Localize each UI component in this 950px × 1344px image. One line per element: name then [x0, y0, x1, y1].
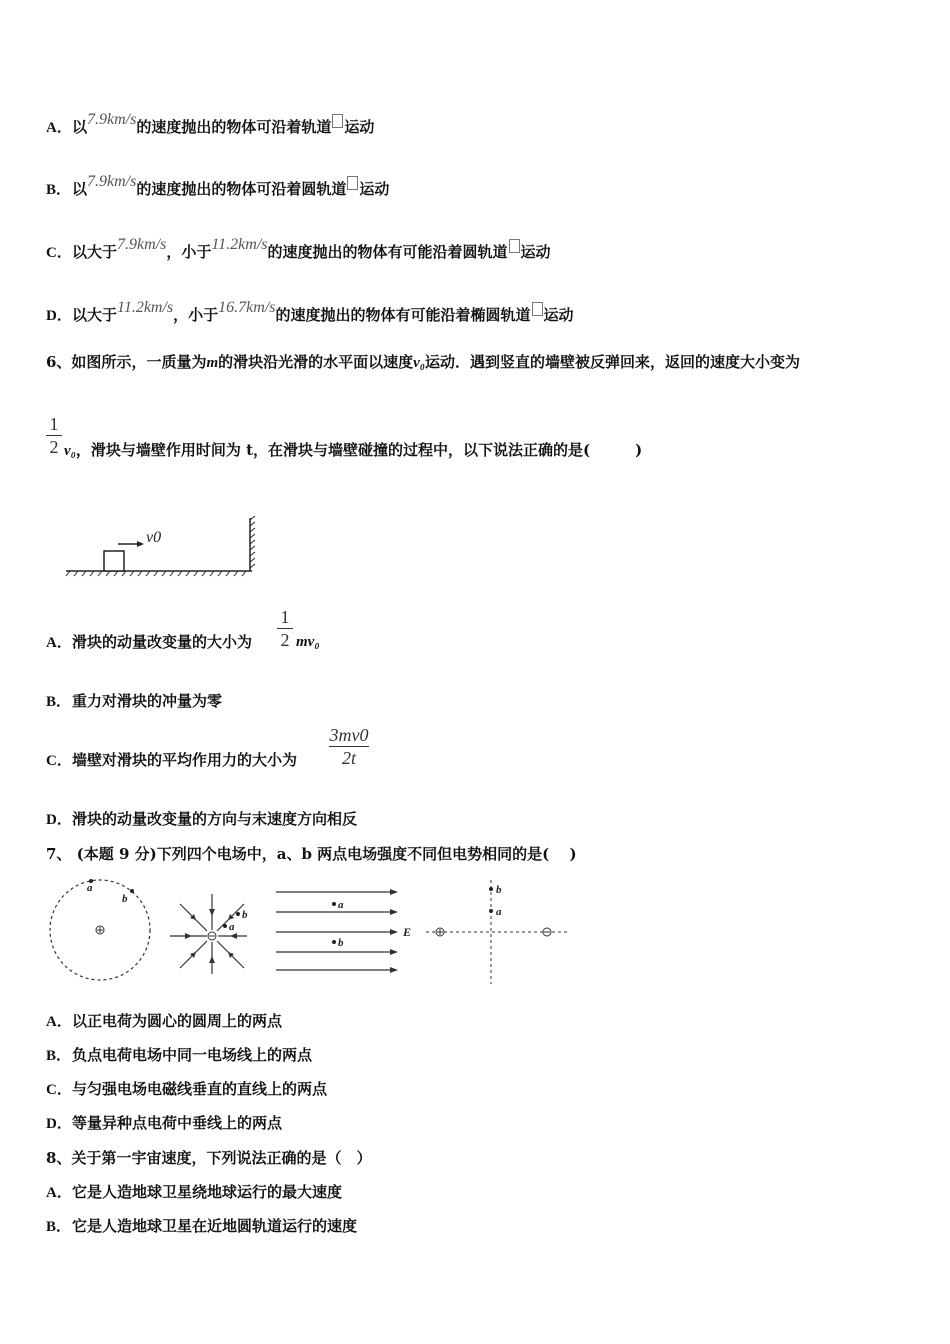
option-text: ，小于: [173, 306, 219, 324]
positive-charge-icon: [96, 926, 104, 934]
option-label: B．: [46, 182, 72, 198]
label-a: a: [496, 906, 502, 918]
q8-stem: 8、关于第一宇宙速度，下列说法正确的是（ ）: [46, 1149, 372, 1167]
fraction-denominator: 2t: [341, 748, 356, 768]
fraction-numerator: 3mv0: [329, 725, 369, 745]
option-label: D．: [46, 308, 72, 324]
q7-option-a: [46, 1011, 282, 1032]
option-label: A．: [46, 635, 72, 651]
point-b: [489, 887, 493, 891]
sliding-block: [104, 551, 124, 571]
option-label: B．: [46, 1219, 72, 1235]
velocity-value: 7.9km/s: [87, 111, 137, 128]
q8-option-a: [46, 1182, 342, 1203]
option-text: 以大于: [72, 243, 118, 261]
velocity-arrowhead: [137, 541, 144, 547]
velocity-value: 16.7km/s: [218, 299, 276, 316]
point-b: [236, 912, 240, 916]
uniform-field-arrowheads: [390, 889, 398, 973]
option-text: 运动: [359, 180, 390, 198]
option-text: 以: [72, 118, 88, 136]
positive-charge-icon: [436, 928, 444, 936]
half-fraction: [277, 606, 293, 651]
option-label: C．: [46, 245, 72, 261]
label-a: a: [338, 899, 344, 911]
block-wall-figure: [60, 510, 260, 580]
option-text: 的速度抛出的物体有可能沿着椭圆轨道: [275, 306, 531, 324]
option-text: 运动: [520, 243, 551, 261]
q6-stem-line2: [64, 440, 642, 461]
q5-option-b: [46, 173, 390, 200]
option-label: B．: [46, 694, 72, 710]
option-label: A．: [46, 1185, 72, 1201]
q7-option-d: [46, 1113, 282, 1134]
point-b: [332, 940, 336, 944]
label-b: b: [496, 884, 502, 896]
stem-text: ，滑块与墙壁作用时间为 t，在滑块与墙壁碰撞的过程中，以下说法正确的是( ): [75, 441, 643, 459]
force-fraction: [329, 724, 369, 769]
stem-text: 的滑块沿光滑的水平面以速度: [218, 353, 414, 371]
option-label: B．: [46, 1048, 72, 1064]
label-b: b: [242, 909, 248, 921]
option-text: ，小于: [166, 243, 212, 261]
velocity-value: 7.9km/s: [117, 236, 167, 253]
option-text: 与匀强电场电磁线垂直的直线上的两点: [72, 1080, 328, 1098]
label-a: a: [87, 882, 93, 894]
fraction-numerator: 1: [49, 414, 59, 434]
velocity-symbol: v₀: [413, 355, 426, 371]
option-text: 以大于: [72, 306, 118, 324]
option-text: 墙壁对滑块的平均作用力的大小为: [72, 751, 298, 769]
q5-option-d: [46, 299, 574, 326]
option-text: 的速度抛出的物体可沿着轨道: [136, 118, 332, 136]
option-text: 重力对滑块的冲量为零: [72, 692, 223, 710]
missing-glyph-box: [509, 239, 520, 253]
q7-option-b: [46, 1045, 312, 1066]
label-b: b: [338, 937, 344, 949]
label-b: b: [122, 893, 128, 905]
q5-option-a: [46, 111, 375, 138]
fraction-denominator: 2: [280, 630, 290, 650]
missing-glyph-box: [347, 176, 358, 190]
option-text: 等量异种点电荷中垂线上的两点: [72, 1114, 283, 1132]
momentum-expression: mv₀: [296, 634, 320, 650]
option-label: C．: [46, 1082, 72, 1098]
q6-option-a: [46, 632, 252, 653]
point-a: [223, 924, 227, 928]
negative-charge-icon: [543, 928, 551, 936]
option-text: 滑块的动量改变量的方向与末速度方向相反: [72, 810, 358, 828]
q5-option-c: [46, 236, 551, 263]
q7-stem: 7、 (本题 9 分)下列四个电场中，a、b 两点电场强度不同但电势相同的是( ): [46, 845, 577, 863]
mass-symbol: m: [206, 355, 219, 371]
fraction-denominator: 2: [49, 437, 59, 457]
velocity-label: v0: [146, 529, 162, 546]
missing-glyph-box: [532, 302, 543, 316]
stem-text: 运动．遇到竖直的墙壁被反弹回来，返回的速度大小变为: [425, 353, 801, 371]
option-text: 运动: [344, 118, 375, 136]
label-a: a: [229, 921, 235, 933]
velocity-value: 11.2km/s: [117, 299, 174, 316]
q7-option-c: [46, 1079, 327, 1100]
fraction-numerator: 1: [280, 607, 290, 627]
field-label-e: E: [403, 925, 412, 939]
q6-option-b: [46, 691, 222, 712]
half-fraction: [46, 413, 62, 458]
electric-field-figures: [42, 874, 572, 986]
option-label: A．: [46, 1014, 72, 1030]
point-a: [332, 902, 336, 906]
point-b: [130, 889, 134, 893]
option-label: A．: [46, 120, 72, 136]
option-label: D．: [46, 812, 72, 828]
velocity-symbol: v₀: [64, 443, 76, 459]
q6-stem-line1: [46, 352, 800, 373]
option-text: 运动: [543, 306, 574, 324]
point-a: [489, 909, 493, 913]
option-text: 以: [72, 180, 88, 198]
stem-text: 6、如图所示，一质量为: [46, 353, 207, 371]
option-text: 的速度抛出的物体有可能沿着圆轨道: [267, 243, 508, 261]
velocity-value: 11.2km/s: [211, 236, 268, 253]
option-text: 负点电荷电场中同一电场线上的两点: [72, 1046, 313, 1064]
option-label: C．: [46, 753, 72, 769]
option-label: D．: [46, 1116, 72, 1132]
option-text: 的速度抛出的物体可沿着圆轨道: [136, 180, 347, 198]
option-text: 它是人造地球卫星在近地圆轨道运行的速度: [72, 1217, 358, 1235]
q6-option-d: [46, 809, 357, 830]
missing-glyph-box: [332, 114, 343, 128]
option-text: 它是人造地球卫星绕地球运行的最大速度: [72, 1183, 343, 1201]
negative-charge-icon: [208, 932, 216, 940]
option-text: 滑块的动量改变量的大小为: [72, 633, 253, 651]
q6-option-c: [46, 750, 297, 771]
velocity-value: 7.9km/s: [87, 173, 137, 190]
option-text: 以正电荷为圆心的圆周上的两点: [72, 1012, 283, 1030]
q8-option-b: [46, 1216, 357, 1237]
